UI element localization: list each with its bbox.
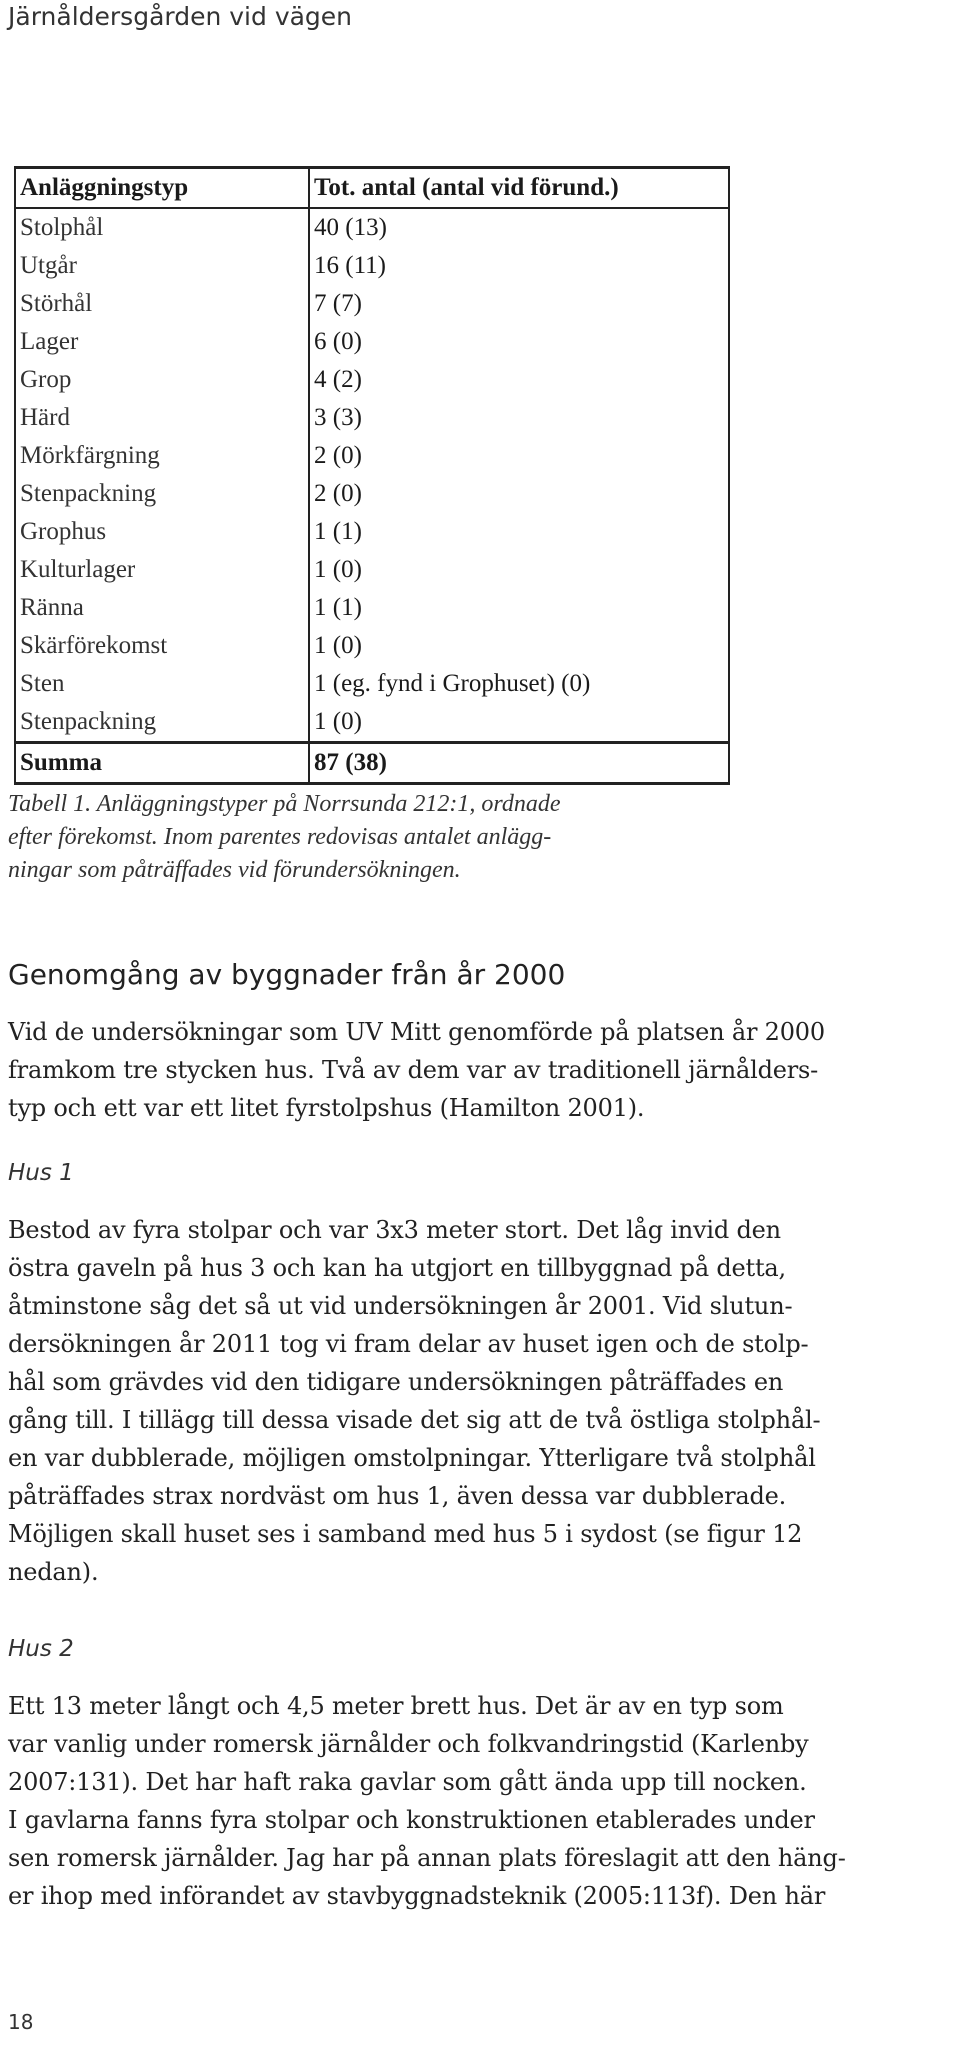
paragraph-line: dersökningen år 2011 tog vi fram delar av huset igen och de stolp- xyxy=(8,1330,809,1358)
row-type: Störhål xyxy=(15,285,309,323)
row-type: Grophus xyxy=(15,513,309,551)
column-header-type: Anläggningstyp xyxy=(15,168,309,209)
table-row xyxy=(15,513,729,551)
column-header-count: Tot. antal (antal vid förund.) xyxy=(309,168,729,209)
table-row xyxy=(15,208,729,247)
row-count: 1 (1) xyxy=(309,513,729,551)
table-row xyxy=(15,285,729,323)
section-heading: Genomgång av byggnader från år 2000 xyxy=(8,958,566,991)
row-count: 1 (0) xyxy=(309,627,729,665)
caption-line: ningar som påträffades vid förundersökningen. xyxy=(8,857,461,883)
row-count: 7 (7) xyxy=(309,285,729,323)
table-row xyxy=(15,665,729,703)
paragraph-line: var vanlig under romersk järnålder och folkvandringstid (Karlenby xyxy=(8,1730,809,1758)
row-type: Sten xyxy=(15,665,309,703)
row-count: 40 (13) xyxy=(309,208,729,247)
page-number: 18 xyxy=(8,2010,34,2034)
row-type: Skärförekomst xyxy=(15,627,309,665)
row-count: 3 (3) xyxy=(309,399,729,437)
row-type: Grop xyxy=(15,361,309,399)
paragraph-line: Möjligen skall huset ses i samband med hus 5 i sydost (se figur 12 xyxy=(8,1520,803,1548)
row-type: Härd xyxy=(15,399,309,437)
hus1-paragraph xyxy=(8,1211,950,1591)
row-count: 4 (2) xyxy=(309,361,729,399)
feature-type-table xyxy=(14,166,730,785)
table-row xyxy=(15,589,729,627)
hus1-heading: Hus 1 xyxy=(8,1160,74,1186)
table-row xyxy=(15,399,729,437)
row-type: Stenpackning xyxy=(15,475,309,513)
paragraph-line: påträffades strax nordväst om hus 1, även dessa var dubblerade. xyxy=(8,1482,787,1510)
table-row xyxy=(15,437,729,475)
paragraph-line: östra gaveln på hus 3 och kan ha utgjort en tillbyggnad på detta, xyxy=(8,1254,786,1282)
paragraph-line: nedan). xyxy=(8,1558,99,1586)
paragraph-line: er ihop med införandet av stavbyggnadsteknik (2005:113f). Den här xyxy=(8,1882,826,1910)
total-label: Summa xyxy=(15,743,309,784)
paragraph-line: hål som grävdes vid den tidigare undersökningen påträffades en xyxy=(8,1368,784,1396)
paragraph-line: sen romersk järnålder. Jag har på annan plats föreslagit att den häng- xyxy=(8,1844,846,1872)
paragraph-line: Vid de undersökningar som UV Mitt genomförde på platsen år 2000 xyxy=(8,1018,825,1046)
row-type: Lager xyxy=(15,323,309,361)
table-row xyxy=(15,627,729,665)
paragraph-line: åtminstone såg det så ut vid undersökningen år 2001. Vid slutun- xyxy=(8,1292,793,1320)
table-row xyxy=(15,703,729,743)
row-count: 2 (0) xyxy=(309,475,729,513)
row-type: Stenpackning xyxy=(15,703,309,743)
total-count: 87 (38) xyxy=(309,743,729,784)
intro-paragraph xyxy=(8,1013,950,1127)
row-count: 2 (0) xyxy=(309,437,729,475)
row-count: 1 (0) xyxy=(309,703,729,743)
row-count: 16 (11) xyxy=(309,247,729,285)
paragraph-line: Ett 13 meter långt och 4,5 meter brett hus. Det är av en typ som xyxy=(8,1692,784,1720)
paragraph-line: gång till. I tillägg till dessa visade det sig att de två östliga stolphål- xyxy=(8,1406,821,1434)
row-count: 1 (eg. fynd i Grophuset) (0) xyxy=(309,665,729,703)
table-row xyxy=(15,475,729,513)
caption-line: Tabell 1. Anläggningstyper på Norrsunda 212:1, ordnade xyxy=(8,791,561,817)
hus2-paragraph xyxy=(8,1687,950,1915)
paragraph-line: framkom tre stycken hus. Två av dem var av traditionell järnålders- xyxy=(8,1056,819,1084)
paragraph-line: 2007:131). Det har haft raka gavlar som gått ända upp till nocken. xyxy=(8,1768,807,1796)
table-caption xyxy=(8,788,728,887)
row-type: Utgår xyxy=(15,247,309,285)
row-type: Ränna xyxy=(15,589,309,627)
table-body xyxy=(15,208,729,784)
paragraph-line: I gavlarna fanns fyra stolpar och konstruktionen etablerades under xyxy=(8,1806,815,1834)
row-count: 6 (0) xyxy=(309,323,729,361)
row-type: Mörkfärgning xyxy=(15,437,309,475)
caption-line: efter förekomst. Inom parentes redovisas antalet anlägg- xyxy=(8,824,552,850)
paragraph-line: typ och ett var ett litet fyrstolpshus (Hamilton 2001). xyxy=(8,1094,645,1122)
table-row xyxy=(15,551,729,589)
table-total-row xyxy=(15,743,729,784)
table-row xyxy=(15,361,729,399)
row-type: Stolphål xyxy=(15,208,309,247)
row-count: 1 (1) xyxy=(309,589,729,627)
row-count: 1 (0) xyxy=(309,551,729,589)
running-header: Järnåldersgården vid vägen xyxy=(8,2,353,31)
paragraph-line: Bestod av fyra stolpar och var 3x3 meter stort. Det låg invid den xyxy=(8,1216,781,1244)
table-header-row xyxy=(15,168,729,209)
row-type: Kulturlager xyxy=(15,551,309,589)
table-row xyxy=(15,247,729,285)
table-row xyxy=(15,323,729,361)
hus2-heading: Hus 2 xyxy=(8,1636,74,1662)
paragraph-line: en var dubblerade, möjligen omstolpningar. Ytterligare två stolphål xyxy=(8,1444,816,1472)
